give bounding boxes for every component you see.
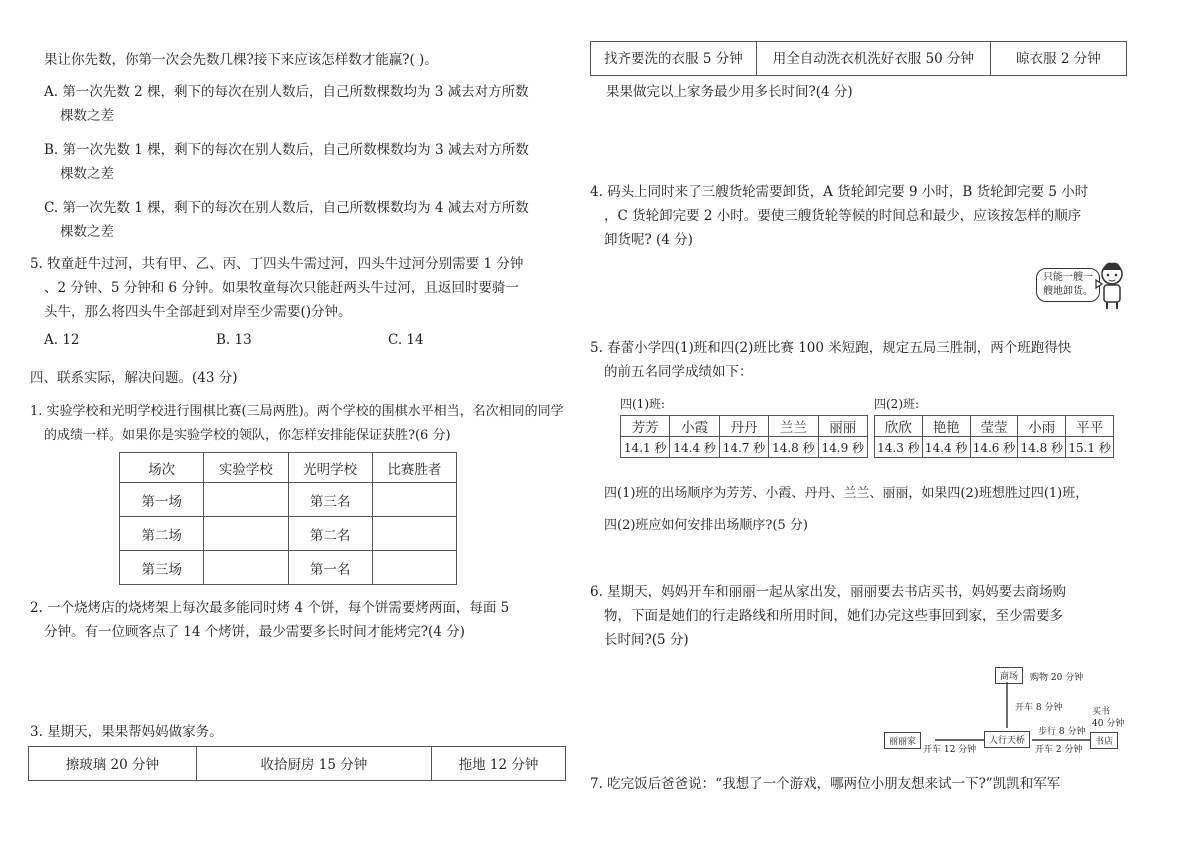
time-cell: 15.1 秒 — [1066, 437, 1114, 458]
table-cell-blank[interactable] — [204, 551, 288, 585]
drive-8-label: 开车 8 分钟 — [1015, 703, 1063, 713]
time-cell: 14.1 秒 — [621, 437, 670, 458]
table-row — [621, 416, 868, 437]
table-cell: 第三名 — [288, 483, 372, 517]
bubble-line2: 艘地卸货。 — [1043, 286, 1093, 297]
table-header-cell: 场次 — [120, 453, 204, 483]
table-cell-blank[interactable] — [372, 483, 456, 517]
time-cell: 14.3 秒 — [875, 437, 923, 458]
problem5-line1: 5. 春蕾小学四(1)班和四(2)班比赛 100 米短跑，规定五局三胜制，两个班跑得快 — [590, 340, 1072, 356]
question5-line3: 头牛，那么将四头牛全部赶到对岸至少需要()分钟。 — [44, 304, 352, 320]
buy-book-time-label: 40 分钟 — [1092, 719, 1125, 729]
question5-option-b: B. 13 — [216, 332, 252, 348]
question5-line1: 5. 牧童赶牛过河，共有甲、乙、丙、丁四头牛需过河，四头牛过河分别需要 1 分钟 — [30, 256, 524, 272]
name-cell: 小雨 — [1018, 416, 1066, 437]
option-a-line2: 棵数之差 — [60, 108, 114, 124]
drive-12-label: 开车 12 分钟 — [923, 745, 977, 755]
option-c-line2: 棵数之差 — [60, 224, 114, 240]
problem2-line2: 分钟。有一位顾客点了 14 个烤饼，最少需要多长时间才能烤完?(4 分) — [44, 624, 465, 640]
footbridge-node: 人行天桥 — [984, 731, 1030, 748]
drive-2-label: 开车 2 分钟 — [1035, 745, 1083, 755]
bookstore-node: 书店 — [1090, 732, 1118, 749]
walk-8-label: 步行 8 分钟 — [1038, 727, 1086, 737]
speech-bubble — [1036, 268, 1100, 302]
option-b-line2: 棵数之差 — [60, 166, 114, 182]
table-cell-blank[interactable] — [372, 517, 456, 551]
problem4-line2: ，C 货轮卸完要 2 小时。要使三艘货轮等候的时间总和最少，应该按怎样的顺序 — [604, 208, 1082, 224]
table-cell-blank[interactable] — [372, 551, 456, 585]
name-cell: 平平 — [1066, 416, 1114, 437]
shopping-time-label: 购物 20 分钟 — [1030, 673, 1084, 683]
time-cell: 14.6 秒 — [970, 437, 1018, 458]
table-row — [120, 517, 457, 551]
question5-option-c: C. 14 — [388, 332, 424, 348]
bubble-line1: 只能一艘一 — [1043, 272, 1093, 283]
table-row — [621, 437, 868, 458]
class2-results-table — [874, 415, 1114, 458]
class1-results-table — [620, 415, 868, 458]
table-cell: 第一场 — [120, 483, 204, 517]
problem6-line3: 长时间?(5 分) — [604, 632, 689, 648]
class2-title: 四(2)班: — [874, 397, 920, 411]
chore-cell: 擦玻璃 20 分钟 — [29, 747, 197, 781]
chore-cell: 用全自动洗衣机洗好衣服 50 分钟 — [756, 42, 990, 76]
question5-line2: 、2 分钟、5 分钟和 6 分钟。如果牧童每次只能赶两头牛过河，且返回时要骑一 — [44, 280, 519, 296]
problem3-question: 果果做完以上家务最少用多长时间?(4 分) — [606, 84, 853, 100]
problem5-line4: 四(2)班应如何安排出场顺序?(5 分) — [604, 518, 808, 533]
table-row — [591, 42, 1127, 76]
time-cell: 14.9 秒 — [818, 437, 867, 458]
problem7-line1: 7. 吃完饭后爸爸说：“我想了一个游戏，哪两位小朋友想来试一下?”凯凯和军军 — [590, 776, 1061, 792]
name-cell: 艳艳 — [922, 416, 970, 437]
table-cell: 第二场 — [120, 517, 204, 551]
section-heading-4: 四、联系实际，解决问题。(43 分) — [30, 370, 238, 386]
table-cell: 第一名 — [288, 551, 372, 585]
problem4-line1: 4. 码头上同时来了三艘货轮需要卸货，A 货轮卸完要 9 小时，B 货轮卸完要 5 小时 — [590, 184, 1089, 200]
problem1-line2: 的成绩一样。如果你是实验学校的领队，你怎样安排能保证获胜?(6 分) — [44, 428, 451, 443]
table-header-cell: 光明学校 — [288, 453, 372, 483]
name-cell: 莹莹 — [970, 416, 1018, 437]
table-row — [120, 483, 457, 517]
problem1-line1: 1. 实验学校和光明学校进行围棋比赛(三局两胜)。两个学校的围棋水平相当，名次相同的同学 — [30, 404, 564, 419]
problem5-line3: 四(1)班的出场顺序为芳芳、小霞、丹丹、兰兰、丽丽，如果四(2)班想胜过四(1)班， — [604, 486, 1089, 501]
name-cell: 芳芳 — [621, 416, 670, 437]
time-cell: 14.7 秒 — [719, 437, 768, 458]
table-header-cell: 比赛胜者 — [372, 453, 456, 483]
option-b-line1: B. 第一次先数 1 棵，剩下的每次在别人数后，自己所数棵数均为 3 减去对方所数 — [44, 142, 529, 158]
table-cell: 第二名 — [288, 517, 372, 551]
name-cell: 兰兰 — [769, 416, 818, 437]
go-match-table — [119, 452, 457, 585]
chores-table-part1 — [28, 746, 566, 781]
name-cell: 小霞 — [670, 416, 719, 437]
table-row — [29, 747, 566, 781]
child-figure-icon — [1092, 258, 1130, 310]
time-cell: 14.4 秒 — [670, 437, 719, 458]
time-cell: 14.8 秒 — [1018, 437, 1066, 458]
name-cell: 丽丽 — [818, 416, 867, 437]
problem6-line2: 物，下面是她们的行走路线和所用时间，她们办完这些事回到家，至少需要多 — [604, 608, 1063, 624]
problem6-line1: 6. 星期天，妈妈开车和丽丽一起从家出发，丽丽要去书店买书，妈妈要去商场购 — [590, 584, 1067, 600]
table-cell: 第三场 — [120, 551, 204, 585]
chore-cell: 晾衣服 2 分钟 — [990, 42, 1126, 76]
name-cell: 丹丹 — [719, 416, 768, 437]
class1-title: 四(1)班: — [620, 397, 666, 411]
question5-option-a: A. 12 — [44, 332, 80, 348]
table-header-cell: 实验学校 — [204, 453, 288, 483]
option-c-line1: C. 第一次先数 1 棵，剩下的每次在别人数后，自己所数棵数均为 4 减去对方所数 — [44, 200, 529, 216]
table-row — [875, 437, 1114, 458]
table-cell-blank[interactable] — [204, 483, 288, 517]
problem3-line1: 3. 星期天，果果帮妈妈做家务。 — [30, 724, 223, 740]
table-cell-blank[interactable] — [204, 517, 288, 551]
time-cell: 14.4 秒 — [922, 437, 970, 458]
option-a-line1: A. 第一次先数 2 棵，剩下的每次在别人数后，自己所数棵数均为 3 减去对方所数 — [44, 84, 529, 100]
table-header-row — [120, 453, 457, 483]
table-row — [120, 551, 457, 585]
chores-table-part2 — [590, 41, 1127, 76]
mall-node: 商场 — [995, 667, 1023, 684]
problem5-line2: 的前五名同学成绩如下： — [604, 364, 753, 380]
problem4-line3: 卸货呢? (4 分) — [604, 232, 693, 248]
buy-book-label: 买书 — [1092, 707, 1111, 717]
chore-cell: 收拾厨房 15 分钟 — [196, 747, 431, 781]
problem2-line1: 2. 一个烧烤店的烧烤架上每次最多能同时烤 4 个饼，每个饼需要烤两面，每面 5 — [30, 600, 510, 616]
name-cell: 欣欣 — [875, 416, 923, 437]
chore-cell: 拖地 12 分钟 — [431, 747, 565, 781]
chore-cell: 找齐要洗的衣服 5 分钟 — [591, 42, 757, 76]
home-node: 丽丽家 — [884, 732, 921, 749]
question-intro-tail: 果让你先数，你第一次会先数几棵?接下来应该怎样数才能赢?( )。 — [44, 52, 438, 68]
table-row — [875, 416, 1114, 437]
time-cell: 14.8 秒 — [769, 437, 818, 458]
